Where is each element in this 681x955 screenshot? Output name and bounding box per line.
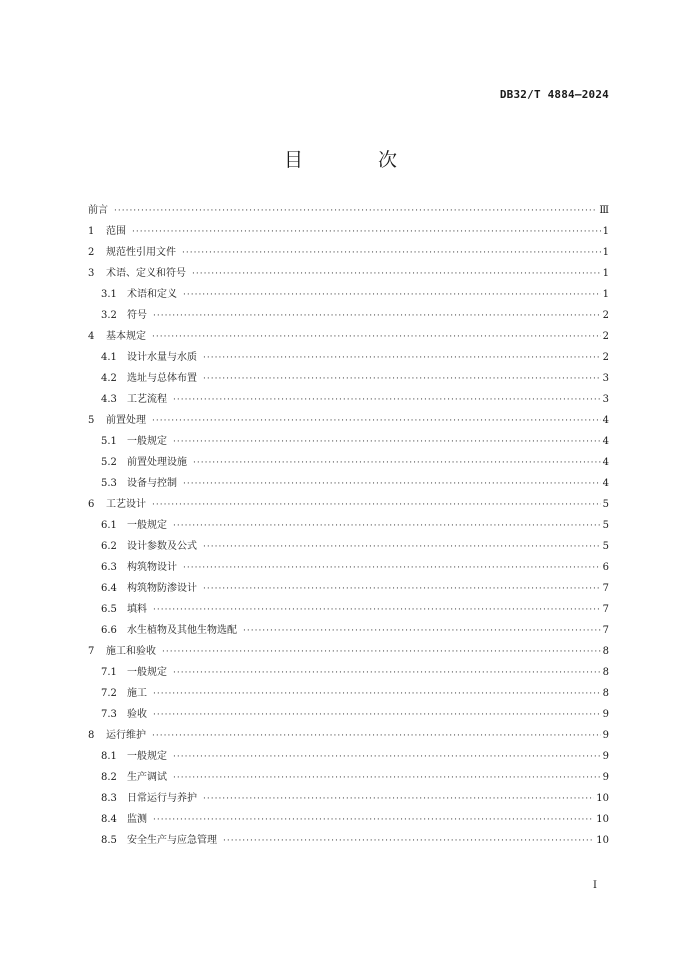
toc-entry-title: 规范性引用文件	[106, 247, 176, 258]
toc-entry-number: 5.3	[101, 478, 117, 489]
toc-entry-title: 水生植物及其他生物选配	[127, 625, 237, 636]
toc-leader-dots	[173, 663, 601, 684]
toc-entry[interactable]	[88, 704, 609, 725]
toc-entry[interactable]	[88, 767, 609, 788]
toc-entry-page: 1	[602, 268, 609, 279]
toc-entry-page: 2	[602, 331, 609, 342]
toc-entry-page: 10	[596, 793, 609, 804]
toc-entry-page: 4	[602, 478, 609, 489]
toc-entry-title: 设计水量与水质	[127, 352, 197, 363]
toc-leader-dots	[153, 684, 601, 705]
toc-entry-title: 符号	[127, 310, 147, 321]
toc-entry-number: 3.1	[101, 289, 117, 300]
toc-entry[interactable]	[88, 641, 609, 662]
toc-entry-page: 8	[602, 688, 609, 699]
page-title: 目 次	[283, 149, 425, 171]
toc-entry-page: 9	[602, 772, 609, 783]
toc-entry-title: 一般规定	[127, 520, 167, 531]
toc-entry-page: 1	[602, 289, 609, 300]
toc-entry-number: 3	[88, 268, 95, 279]
toc-entry-title: 设备与控制	[127, 478, 177, 489]
toc-entry[interactable]	[88, 662, 609, 683]
toc-leader-dots	[183, 558, 601, 579]
toc-entry-page: 5	[602, 541, 609, 552]
toc-entry-title: 施工和验收	[106, 646, 156, 657]
toc-entry[interactable]	[88, 620, 609, 641]
toc-leader-dots	[162, 642, 601, 663]
toc-entry-number: 5.1	[101, 436, 117, 447]
toc-entry-page: 8	[602, 646, 609, 657]
toc-entry-number: 2	[88, 247, 95, 258]
toc-leader-dots	[152, 327, 601, 348]
toc-entry-page: 2	[602, 310, 609, 321]
toc-entry-title: 构筑物防渗设计	[127, 583, 197, 594]
toc-entry-page: 2	[602, 352, 609, 363]
toc-leader-dots	[243, 621, 601, 642]
toc-entry[interactable]	[88, 263, 609, 284]
toc-entry-title: 监测	[127, 814, 147, 825]
toc-entry-page: 6	[602, 562, 609, 573]
toc-entry-title: 构筑物设计	[127, 562, 177, 573]
toc-entry-page: 4	[602, 436, 609, 447]
toc-leader-dots	[152, 495, 601, 516]
toc-entry[interactable]	[88, 473, 609, 494]
toc-leader-dots	[173, 432, 601, 453]
toc-entry-page: 1	[602, 247, 609, 258]
toc-entry-title: 基本规定	[106, 331, 146, 342]
table-of-contents	[88, 200, 609, 851]
document-code: DB32/T 4884—2024	[499, 88, 609, 101]
toc-entry[interactable]	[88, 431, 609, 452]
toc-entry[interactable]	[88, 515, 609, 536]
toc-entry-number: 8.4	[101, 814, 117, 825]
toc-entry-title: 安全生产与应急管理	[127, 835, 217, 846]
toc-leader-dots	[152, 411, 601, 432]
toc-leader-dots	[173, 390, 601, 411]
toc-entry-number: 8.2	[101, 772, 117, 783]
toc-entry-page: 7	[602, 604, 609, 615]
toc-entry[interactable]	[88, 830, 609, 851]
toc-entry[interactable]	[88, 725, 609, 746]
toc-entry-number: 8	[88, 730, 95, 741]
toc-entry-page: 5	[602, 499, 609, 510]
toc-entry-number: 6.2	[101, 541, 117, 552]
toc-entry[interactable]	[88, 557, 609, 578]
toc-leader-dots	[173, 768, 601, 789]
toc-leader-dots	[153, 306, 601, 327]
toc-entry-number: 4.2	[101, 373, 117, 384]
toc-entry-page: 10	[596, 814, 609, 825]
toc-leader-dots	[192, 264, 601, 285]
toc-leader-dots	[203, 537, 601, 558]
toc-entry-page: 4	[602, 415, 609, 426]
toc-entry-title: 术语、定义和符号	[106, 268, 186, 279]
toc-entry[interactable]	[88, 494, 609, 515]
toc-entry-title: 填料	[127, 604, 147, 615]
toc-entry-page: 5	[602, 520, 609, 531]
toc-entry-page: 3	[602, 394, 609, 405]
toc-leader-dots	[203, 579, 601, 600]
toc-entry-title: 一般规定	[127, 667, 167, 678]
toc-entry[interactable]	[88, 242, 609, 263]
page-number: I	[593, 880, 597, 891]
toc-leader-dots	[173, 516, 601, 537]
toc-entry[interactable]	[88, 578, 609, 599]
toc-leader-dots	[193, 453, 601, 474]
toc-entry-page: 10	[596, 835, 609, 846]
toc-entry-page: 9	[602, 751, 609, 762]
toc-entry-number: 6.3	[101, 562, 117, 573]
toc-entry-title: 设计参数及公式	[127, 541, 197, 552]
toc-entry[interactable]	[88, 452, 609, 473]
toc-entry[interactable]	[88, 746, 609, 767]
toc-entry[interactable]	[88, 368, 609, 389]
toc-entry[interactable]	[88, 809, 609, 830]
toc-entry-title: 施工	[127, 688, 147, 699]
toc-entry-title: 运行维护	[106, 730, 146, 741]
toc-leader-dots	[153, 705, 601, 726]
toc-entry[interactable]	[88, 389, 609, 410]
toc-entry-page: 8	[602, 667, 609, 678]
toc-leader-dots	[152, 726, 601, 747]
toc-entry-number: 1	[88, 226, 95, 237]
toc-entry-page: 4	[602, 457, 609, 468]
toc-entry-number: 6.1	[101, 520, 117, 531]
toc-entry-title: 验收	[127, 709, 147, 720]
toc-entry[interactable]	[88, 599, 609, 620]
toc-leader-dots	[203, 369, 601, 390]
toc-entry-number: 8.5	[101, 835, 117, 846]
toc-entry-page: 7	[602, 583, 609, 594]
toc-entry[interactable]	[88, 347, 609, 368]
toc-entry-number: 6.5	[101, 604, 117, 615]
toc-entry[interactable]	[88, 536, 609, 557]
toc-entry[interactable]	[88, 284, 609, 305]
toc-entry-title: 一般规定	[127, 751, 167, 762]
toc-leader-dots	[183, 285, 601, 306]
toc-entry-title: 术语和定义	[127, 289, 177, 300]
toc-entry-page: 1	[602, 226, 609, 237]
toc-leader-dots	[183, 474, 601, 495]
toc-entry[interactable]	[88, 200, 609, 221]
toc-entry-title: 工艺流程	[127, 394, 167, 405]
toc-entry-page: 3	[602, 373, 609, 384]
toc-entry-title: 范围	[106, 226, 126, 237]
toc-leader-dots	[203, 789, 594, 810]
toc-leader-dots	[153, 810, 594, 831]
toc-entry[interactable]	[88, 221, 609, 242]
toc-entry-number: 8.1	[101, 751, 117, 762]
toc-leader-dots	[132, 222, 601, 243]
toc-leader-dots	[173, 747, 601, 768]
toc-entry-number: 6	[88, 499, 95, 510]
toc-entry-number: 6.6	[101, 625, 117, 636]
toc-leader-dots	[182, 243, 601, 264]
toc-entry[interactable]	[88, 410, 609, 431]
toc-entry-number: 4.3	[101, 394, 117, 405]
toc-entry-number: 7	[88, 646, 95, 657]
toc-entry[interactable]	[88, 683, 609, 704]
toc-leader-dots	[153, 600, 601, 621]
toc-entry-title: 生产调试	[127, 772, 167, 783]
toc-entry-title: 选址与总体布置	[127, 373, 197, 384]
toc-entry[interactable]	[88, 305, 609, 326]
toc-entry[interactable]	[88, 788, 609, 809]
toc-entry[interactable]	[88, 326, 609, 347]
toc-entry-number: 8.3	[101, 793, 117, 804]
toc-leader-dots	[223, 831, 594, 852]
toc-entry-number: 7.2	[101, 688, 117, 699]
toc-entry-number: 5.2	[101, 457, 117, 468]
toc-entry-number: 4	[88, 331, 95, 342]
toc-entry-title: 工艺设计	[106, 499, 146, 510]
toc-entry-number: 5	[88, 415, 95, 426]
toc-entry-number: 6.4	[101, 583, 117, 594]
toc-entry-page: 7	[602, 625, 609, 636]
toc-entry-title: 前言	[88, 205, 108, 216]
toc-entry-number: 3.2	[101, 310, 117, 321]
toc-entry-title: 一般规定	[127, 436, 167, 447]
toc-entry-page: 9	[602, 730, 609, 741]
toc-entry-title: 前置处理设施	[127, 457, 187, 468]
toc-entry-page: Ⅲ	[599, 205, 609, 216]
toc-entry-number: 7.3	[101, 709, 117, 720]
toc-entry-title: 前置处理	[106, 415, 146, 426]
toc-entry-number: 4.1	[101, 352, 117, 363]
toc-leader-dots	[114, 201, 597, 222]
toc-entry-number: 7.1	[101, 667, 117, 678]
toc-leader-dots	[203, 348, 601, 369]
toc-entry-page: 9	[602, 709, 609, 720]
toc-entry-title: 日常运行与养护	[127, 793, 197, 804]
